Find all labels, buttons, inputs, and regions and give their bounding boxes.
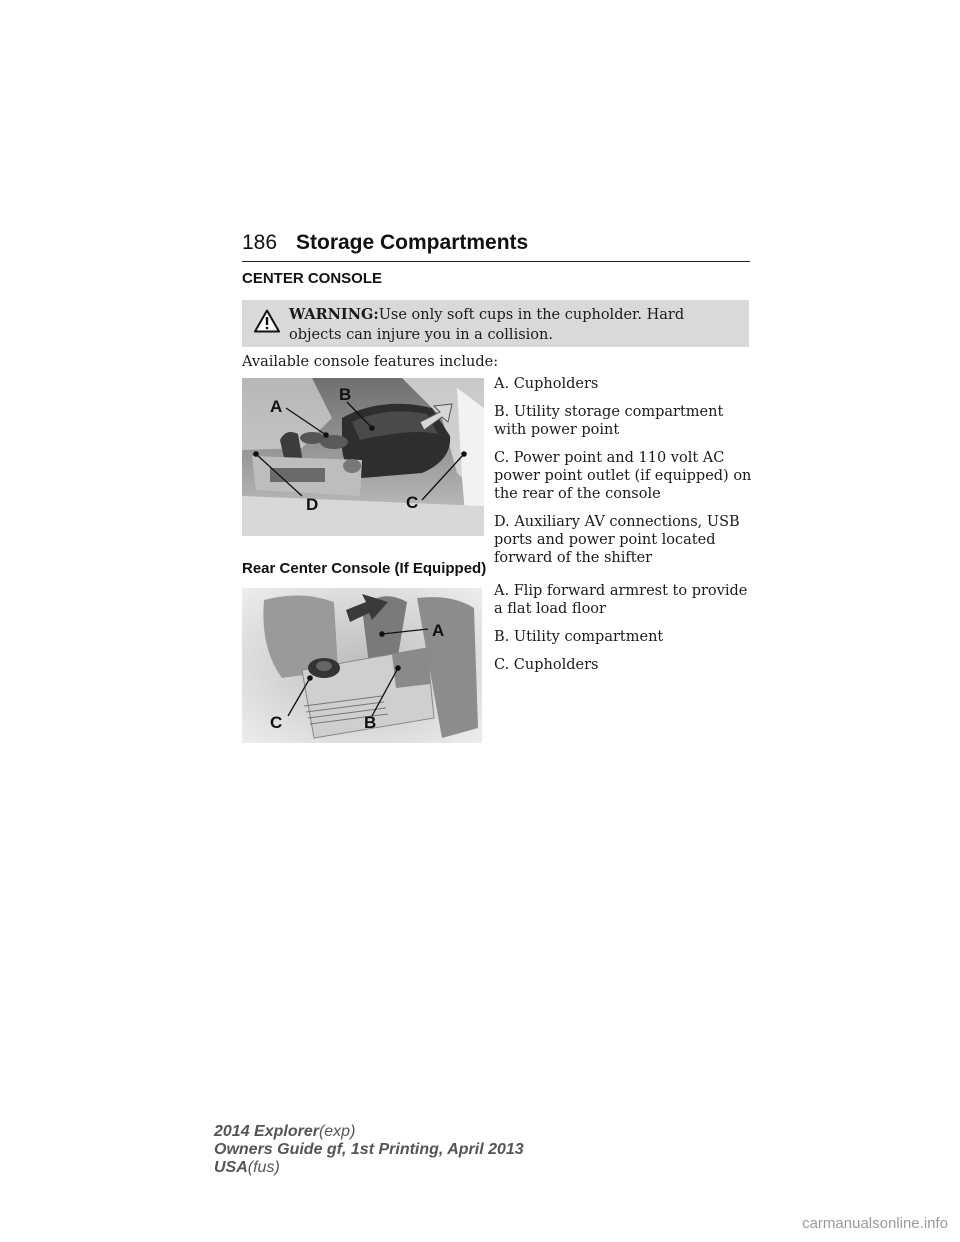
list-item: A. Cupholders [494,376,599,392]
warning-label: WARNING: [289,306,379,323]
warning-text [289,305,729,345]
callout-b: B [339,385,352,404]
list-item: D. Auxiliary AV connections, USB ports and power point located forward of the shifter [494,514,740,566]
footer-printing: Owners Guide gf, 1st Printing, April 2013 [214,1141,524,1158]
center-console-feature-list [494,375,752,577]
footer-region: USA [214,1159,248,1176]
list-item: B. Utility compartment [494,629,664,645]
callout-c: C [270,713,283,732]
warning-box [242,300,749,347]
callout-c: C [406,493,419,512]
list-item: A. Flip forward armrest to provide a flat load floor [494,583,748,617]
callout-a: A [432,621,445,640]
page-header [242,230,750,262]
callout-b: B [364,713,377,732]
footer-model: 2014 Explorer [214,1123,319,1140]
watermark: carmanualsonline.info [802,1215,948,1232]
document-footer [214,1123,524,1177]
list-item: C. Cupholders [494,657,599,673]
list-item: C. Power point and 110 volt AC power point outlet (if equipped) on the rear of the console [494,450,752,502]
warning-body: Use only soft cups in the cupholder. Hard objects can injure you in a collision. [289,307,685,343]
center-console-illustration [242,378,484,536]
rear-console-illustration [242,588,482,743]
list-item: B. Utility storage compartment with power point [494,404,724,438]
footer-model-code: (exp) [318,1123,356,1140]
intro-text: Available console features include: [242,354,499,370]
footer-region-code: (fus) [247,1159,280,1176]
section-title: CENTER CONSOLE [242,270,383,287]
warning-triangle-icon [254,309,280,333]
page-title: Storage Compartments [296,231,529,254]
page-number: 186 [242,231,278,254]
callout-a: A [270,397,283,416]
callout-d: D [306,495,319,514]
rear-console-feature-list [494,582,752,684]
subsection-title: Rear Center Console (If Equipped) [242,560,487,577]
